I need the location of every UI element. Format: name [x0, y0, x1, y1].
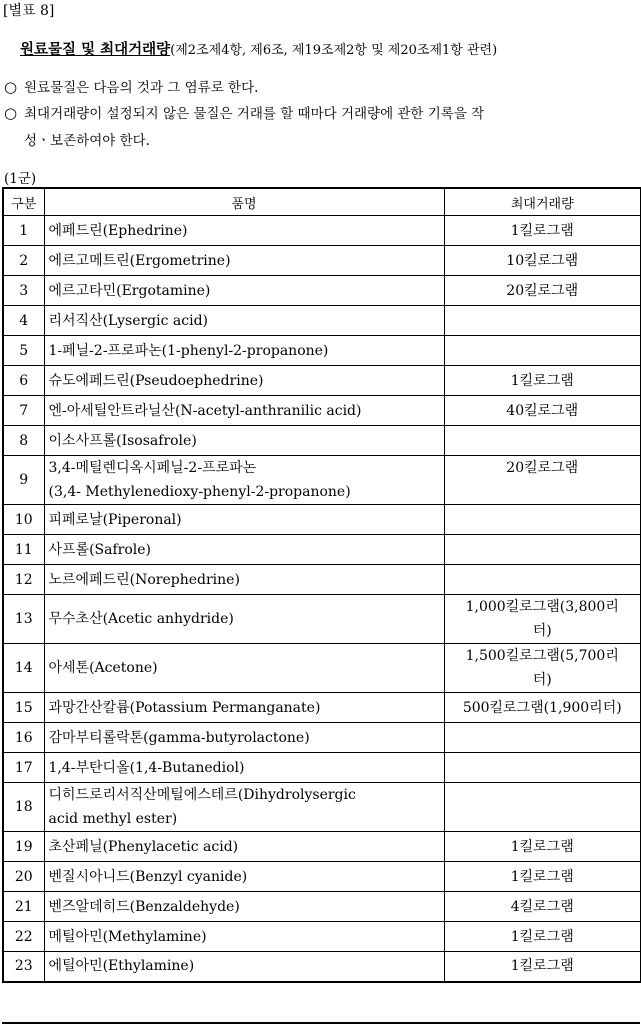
table-row: [3, 952, 641, 982]
substance-name-line: 디히드로리서직산메틸에스테르(Dihydrolysergic: [48, 787, 356, 803]
max-quantity: [444, 246, 641, 276]
row-number: 2: [3, 246, 44, 276]
substance-name-line: acid methyl ester): [48, 811, 178, 827]
table-row: [3, 644, 641, 693]
substance-name-line: 에르고타민(Ergotamine): [48, 282, 211, 299]
row-number: 8: [3, 426, 44, 456]
row-number: 20: [3, 862, 44, 892]
substance-name-line: 벤질시아니드(Benzyl cyanide): [48, 868, 248, 885]
table-row: [3, 753, 641, 783]
row-number: 19: [3, 832, 44, 862]
table-row: [3, 505, 641, 535]
substance-name-line: 리서직산(Lysergic acid): [48, 312, 208, 329]
substance-table: [2, 187, 641, 983]
substance-name-line: 엔-아세틸안트라닐산(N-acetyl-anthranilic acid): [48, 402, 362, 419]
substance-name-line: 메틸아민(Methylamine): [48, 928, 207, 945]
table-row: [3, 783, 641, 832]
substance-name: [44, 832, 444, 862]
substance-name: [44, 693, 444, 723]
table-row: [3, 216, 641, 246]
max-quantity: [444, 644, 641, 693]
substance-name-line: 1-페닐-2-프로파논(1-phenyl-2-propanone): [48, 342, 329, 359]
row-number: 6: [3, 366, 44, 396]
circle-bullet-icon: ○: [4, 104, 18, 122]
substance-name-line: 사프롤(Safrole): [48, 541, 151, 558]
substance-name: [44, 892, 444, 922]
substance-name: [44, 783, 444, 832]
substance-name-line: 에틸아민(Ethylamine): [48, 958, 195, 975]
table-row: [3, 723, 641, 753]
row-number: 14: [3, 644, 44, 693]
substance-name-line: 과망간산칼륨(Potassium Permanganate): [48, 699, 321, 716]
max-quantity: [444, 396, 641, 426]
table-row: [3, 336, 641, 366]
max-quantity-line: 1,500킬로그램(5,700리: [465, 648, 619, 664]
substance-name-line: 노르에페드린(Norephedrine): [48, 571, 240, 588]
note-item: [4, 100, 639, 155]
max-quantity: [444, 753, 641, 783]
table-header-row: [3, 188, 641, 216]
max-quantity: [444, 336, 641, 366]
max-quantity: [444, 505, 641, 535]
max-quantity: [444, 892, 641, 922]
table-row: [3, 693, 641, 723]
row-number: 12: [3, 565, 44, 595]
max-quantity: [444, 426, 641, 456]
substance-name: [44, 753, 444, 783]
substance-name-line: 아세톤(Acetone): [48, 660, 158, 676]
substance-name: [44, 426, 444, 456]
substance-name: [44, 396, 444, 426]
circle-bullet-icon: ○: [4, 78, 18, 96]
note-text: 최대거래량이 설정되지 않은 물질은 거래를 할 때마다 거래량에 관한 기록을 작: [24, 106, 485, 122]
max-quantity-line: 1킬로그램: [510, 222, 574, 239]
row-number: 15: [3, 693, 44, 723]
max-quantity: [444, 693, 641, 723]
row-number: 18: [3, 783, 44, 832]
bottom-rule: [2, 1022, 640, 1024]
substance-name-line: 에페드린(Ephedrine): [48, 222, 188, 239]
substance-name: [44, 922, 444, 952]
table-row: [3, 565, 641, 595]
substance-name: [44, 535, 444, 565]
max-quantity: [444, 862, 641, 892]
row-number: 11: [3, 535, 44, 565]
row-number: 13: [3, 595, 44, 644]
max-quantity: [444, 595, 641, 644]
row-number: 17: [3, 753, 44, 783]
max-quantity-line: 터): [532, 623, 552, 639]
substance-name-line: 에르고메트린(Ergometrine): [48, 252, 231, 269]
title-main: 원료물질 및 최대거래량: [20, 42, 171, 58]
header-item-name: 품명: [44, 188, 444, 216]
title-legal-basis: (제2조제4항, 제6조, 제19조제2항 및 제20조제1항 관련): [170, 43, 498, 58]
max-quantity-line: 500킬로그램(1,900리터): [462, 699, 622, 716]
max-quantity-line: 40킬로그램: [506, 402, 579, 419]
row-number: 3: [3, 276, 44, 306]
table-row: [3, 366, 641, 396]
max-quantity: [444, 216, 641, 246]
substance-name-line: 이소사프롤(Isosafrole): [48, 432, 197, 449]
table-row: [3, 426, 641, 456]
max-quantity-line: 10킬로그램: [506, 252, 579, 269]
row-number: 4: [3, 306, 44, 336]
max-quantity-line: 20킬로그램: [506, 460, 579, 476]
max-quantity: [444, 366, 641, 396]
substance-name: [44, 505, 444, 535]
substance-name-line: 3,4-메틸렌디옥시페닐-2-프로파논: [48, 460, 257, 476]
table-row: [3, 922, 641, 952]
note-text: 원료물질은 다음의 것과 그 염류로 한다.: [24, 80, 259, 96]
substance-name: [44, 246, 444, 276]
row-number: 21: [3, 892, 44, 922]
table-row: [3, 862, 641, 892]
max-quantity-line: 1킬로그램: [510, 928, 574, 945]
table-row: [3, 396, 641, 426]
row-number: 9: [3, 456, 44, 505]
table-row: [3, 535, 641, 565]
substance-name: [44, 565, 444, 595]
max-quantity-line: 1킬로그램: [510, 958, 574, 975]
substance-name: [44, 456, 444, 505]
max-quantity: [444, 456, 641, 505]
substance-name: [44, 644, 444, 693]
substance-name: [44, 595, 444, 644]
substance-name: [44, 306, 444, 336]
row-number: 23: [3, 952, 44, 982]
note-text-continued: 성ㆍ보존하여야 한다.: [24, 133, 150, 149]
row-number: 16: [3, 723, 44, 753]
header-category: 구분: [3, 188, 44, 216]
substance-name: [44, 216, 444, 246]
substance-name-line: 벤즈알데히드(Benzaldehyde): [48, 898, 240, 915]
substance-name: [44, 723, 444, 753]
max-quantity: [444, 952, 641, 982]
substance-name: [44, 862, 444, 892]
max-quantity-line: 20킬로그램: [506, 282, 579, 299]
table-row: [3, 595, 641, 644]
max-quantity: [444, 723, 641, 753]
max-quantity: [444, 306, 641, 336]
row-number: 10: [3, 505, 44, 535]
substance-name-line: 초산페닐(Phenylacetic acid): [48, 838, 239, 855]
max-quantity-line: 1킬로그램: [510, 372, 574, 389]
max-quantity-line: 터): [532, 672, 552, 688]
substance-name-line: 슈도에페드린(Pseudoephedrine): [48, 372, 264, 389]
max-quantity: [444, 276, 641, 306]
substance-name: [44, 336, 444, 366]
table-row: [3, 246, 641, 276]
document-title: [20, 38, 497, 59]
table-row: [3, 892, 641, 922]
max-quantity-line: 1,000킬로그램(3,800리: [465, 599, 619, 615]
max-quantity-line: 4킬로그램: [510, 898, 574, 915]
row-number: 5: [3, 336, 44, 366]
substance-name-line: 감마부티롤락톤(gamma-butyrolactone): [48, 729, 310, 746]
table-row: [3, 276, 641, 306]
substance-name: [44, 952, 444, 982]
substance-name-line: (3,4- Methylenedioxy-phenyl-2-propanone): [48, 484, 351, 500]
table-row: [3, 832, 641, 862]
header-max-quantity: 최대거래량: [444, 188, 641, 216]
substance-name-line: 피페로날(Piperonal): [48, 511, 182, 528]
substance-name-line: 무수초산(Acetic anhydride): [48, 611, 234, 627]
max-quantity: [444, 783, 641, 832]
max-quantity: [444, 832, 641, 862]
max-quantity-line: 1킬로그램: [510, 838, 574, 855]
row-number: 7: [3, 396, 44, 426]
max-quantity: [444, 565, 641, 595]
row-number: 22: [3, 922, 44, 952]
group-label: (1군): [4, 171, 37, 187]
table-row: [3, 306, 641, 336]
note-item: [4, 74, 258, 102]
table-row: [3, 456, 641, 505]
annex-label: [별표 8]: [3, 3, 55, 19]
row-number: 1: [3, 216, 44, 246]
substance-name-line: 1,4-부탄디올(1,4-Butanediol): [48, 759, 245, 776]
max-quantity: [444, 922, 641, 952]
substance-name: [44, 366, 444, 396]
max-quantity-line: 1킬로그램: [510, 868, 574, 885]
substance-name: [44, 276, 444, 306]
max-quantity: [444, 535, 641, 565]
